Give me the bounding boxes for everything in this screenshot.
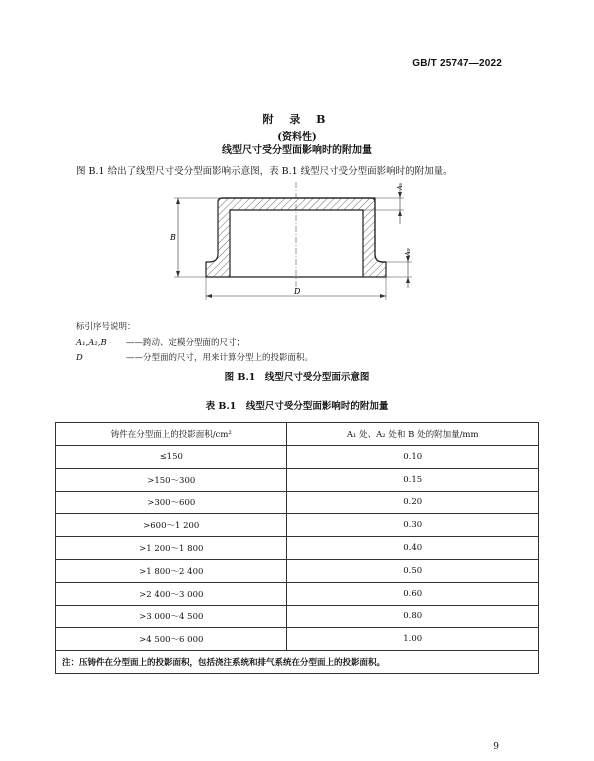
table-row (56, 446, 539, 469)
table-caption: 表 B.1 线型尺寸受分型面影响时的附加量 (205, 401, 389, 412)
allowance-cell: 0.40 (287, 537, 539, 560)
table-header-row (56, 423, 539, 446)
table-row (56, 537, 539, 560)
table-row (56, 514, 539, 537)
figure-caption: 图 B.1 线型尺寸受分型面示意图 (224, 372, 370, 383)
allowance-cell: 0.15 (287, 468, 539, 491)
legend-item (76, 351, 313, 363)
appendix-title: 线型尺寸受分型面影响时的附加量 (222, 145, 372, 156)
dim-d-label: D (294, 287, 301, 296)
area-cell: >4 500～6 000 (56, 628, 287, 651)
area-cell: >3 000～4 500 (56, 605, 287, 628)
area-cell: >2 400～3 000 (56, 582, 287, 605)
allowance-cell: 0.30 (287, 514, 539, 537)
table-row (56, 468, 539, 491)
table-row (56, 628, 539, 651)
area-cell: >600～1 200 (56, 514, 287, 537)
legend-symbol: D (76, 353, 83, 363)
legend-item (76, 336, 245, 348)
allowance-cell: 0.50 (287, 559, 539, 582)
allowance-table (55, 422, 539, 674)
allowance-cell: 0.10 (287, 446, 539, 469)
table-row (56, 559, 539, 582)
table-note: 注：压铸件在分型面上的投影面积，包括浇注系统和排气系统在分型面上的投影面积。 (56, 651, 539, 674)
allowance-cell: 0.80 (287, 605, 539, 628)
area-cell: >1 800～2 400 (56, 559, 287, 582)
intro-paragraph: 图 B.1 给出了线型尺寸受分型面影响示意图，表 B.1 线型尺寸受分型面影响时的附加量。 (76, 166, 453, 177)
table-row (56, 491, 539, 514)
allowance-cell: 0.20 (287, 491, 539, 514)
table-row (56, 605, 539, 628)
legend-text: ——分型面的尺寸，用来计算分型上的投影面积。 (126, 353, 314, 363)
appendix-label: 附 录 B (262, 113, 332, 126)
column-header: A₁ 处、A₂ 处和 B 处的附加量/mm (287, 423, 539, 446)
page-number: 9 (493, 742, 499, 752)
legend-title: 标引序号说明： (76, 322, 136, 332)
column-header: 铸件在分型面上的投影面积/cm² (56, 423, 287, 446)
legend-symbol: A₁,A₂,B (76, 338, 107, 348)
allowance-cell: 0.60 (287, 582, 539, 605)
area-cell: >300～600 (56, 491, 287, 514)
area-cell: >150～300 (56, 468, 287, 491)
area-cell: ≤150 (56, 446, 287, 469)
allowance-cell: 1.00 (287, 628, 539, 651)
table-row (56, 582, 539, 605)
table-note-row (56, 651, 539, 674)
standard-code: GB/T 25747—2022 (412, 58, 502, 69)
legend-text: ——跨动、定模分型面的尺寸； (126, 338, 246, 348)
area-cell: >1 200～1 800 (56, 537, 287, 560)
appendix-nature: (资料性) (277, 132, 317, 143)
dim-a1-label: A₁ (396, 182, 404, 190)
dim-b-label: B (170, 233, 176, 242)
parting-line-diagram (130, 176, 430, 306)
dim-a2-label: A₂ (404, 248, 412, 256)
